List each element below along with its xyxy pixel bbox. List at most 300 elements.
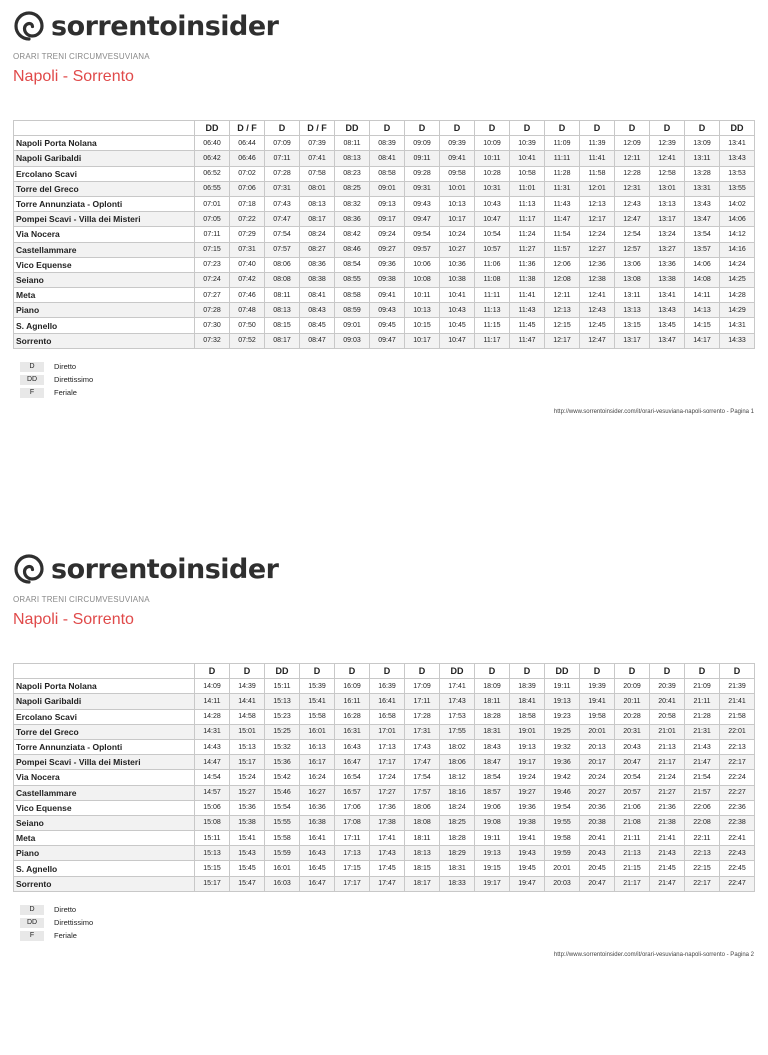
station-name: Sorrento	[14, 876, 195, 891]
departure-time: 11:06	[475, 257, 510, 272]
departure-time: 08:23	[335, 166, 370, 181]
departure-time: 09:31	[405, 181, 440, 196]
page-footer[interactable]: http://www.sorrentoinsider.com/it/orari-vesuviana-napoli-sorrento - Pagina 2	[553, 952, 754, 958]
departure-time: 11:28	[545, 166, 580, 181]
departure-time: 12:58	[650, 166, 685, 181]
departure-time: 20:41	[650, 694, 685, 709]
departure-time: 12:13	[580, 196, 615, 211]
table-row	[14, 876, 755, 891]
train-type-header: DD	[335, 121, 370, 136]
departure-time: 19:13	[475, 846, 510, 861]
departure-time: 11:13	[475, 303, 510, 318]
departure-time: 10:54	[475, 227, 510, 242]
table-row	[14, 800, 755, 815]
station-name: Sorrento	[14, 333, 195, 348]
departure-time: 15:43	[230, 846, 265, 861]
departure-time: 15:32	[265, 739, 300, 754]
station-name: Vico Equense	[14, 257, 195, 272]
departure-time: 07:23	[195, 257, 230, 272]
departure-time: 15:06	[195, 800, 230, 815]
departure-time: 19:41	[510, 831, 545, 846]
departure-time: 09:43	[405, 196, 440, 211]
departure-time: 08:27	[300, 242, 335, 257]
legend-item	[20, 916, 93, 929]
departure-time: 14:17	[685, 333, 720, 348]
departure-time: 13:43	[650, 303, 685, 318]
departure-time: 16:58	[370, 709, 405, 724]
departure-time: 17:53	[440, 709, 475, 724]
departure-time: 07:11	[265, 151, 300, 166]
departure-time: 10:27	[440, 242, 475, 257]
departure-time: 18:31	[475, 724, 510, 739]
legend-code: F	[20, 388, 44, 398]
departure-time: 19:39	[580, 679, 615, 694]
train-type-header: D	[440, 121, 475, 136]
legend-label: Feriale	[54, 388, 77, 397]
departure-time: 16:01	[300, 724, 335, 739]
departure-time: 12:28	[615, 166, 650, 181]
station-name: Ercolano Scavi	[14, 709, 195, 724]
departure-time: 14:28	[720, 288, 755, 303]
departure-time: 10:47	[440, 333, 475, 348]
departure-time: 12:13	[545, 303, 580, 318]
departure-time: 19:41	[580, 694, 615, 709]
table-row	[14, 272, 755, 287]
departure-time: 17:43	[405, 739, 440, 754]
table-row	[14, 242, 755, 257]
departure-time: 18:11	[405, 831, 440, 846]
departure-time: 11:36	[510, 257, 545, 272]
departure-time: 17:41	[370, 831, 405, 846]
table-row	[14, 303, 755, 318]
departure-time: 17:13	[335, 846, 370, 861]
departure-time: 15:27	[230, 785, 265, 800]
departure-time: 11:45	[510, 318, 545, 333]
departure-time: 12:47	[615, 212, 650, 227]
departure-time: 20:36	[580, 800, 615, 815]
departure-time: 10:24	[440, 227, 475, 242]
departure-time: 19:47	[510, 876, 545, 891]
departure-time: 17:17	[335, 876, 370, 891]
departure-time: 14:12	[720, 227, 755, 242]
departure-time: 19:42	[545, 770, 580, 785]
departure-time: 21:47	[650, 876, 685, 891]
departure-time: 20:41	[580, 831, 615, 846]
departure-time: 15:45	[230, 861, 265, 876]
departure-time: 09:39	[440, 136, 475, 151]
departure-time: 19:36	[510, 800, 545, 815]
departure-time: 16:28	[335, 709, 370, 724]
train-type-header: D	[580, 121, 615, 136]
legend-item	[20, 360, 93, 373]
departure-time: 06:46	[230, 151, 265, 166]
departure-time: 14:33	[720, 333, 755, 348]
departure-time: 22:17	[685, 876, 720, 891]
departure-time: 20:43	[615, 739, 650, 754]
departure-time: 08:13	[265, 303, 300, 318]
table-row	[14, 815, 755, 830]
header-corner	[14, 121, 195, 136]
departure-time: 21:31	[685, 724, 720, 739]
departure-time: 19:11	[545, 679, 580, 694]
departure-time: 08:41	[370, 151, 405, 166]
departure-time: 13:41	[650, 288, 685, 303]
page-footer[interactable]: http://www.sorrentoinsider.com/it/orari-vesuviana-napoli-sorrento - Pagina 1	[553, 409, 754, 415]
train-type-header: D	[510, 664, 545, 679]
departure-time: 12:11	[615, 151, 650, 166]
departure-time: 18:58	[510, 709, 545, 724]
departure-time: 07:05	[195, 212, 230, 227]
train-type-header: D	[405, 121, 440, 136]
departure-time: 20:01	[580, 724, 615, 739]
departure-time: 16:45	[300, 861, 335, 876]
departure-time: 16:13	[300, 739, 335, 754]
departure-time: 14:02	[720, 196, 755, 211]
departure-time: 17:55	[440, 724, 475, 739]
departure-time: 20:24	[580, 770, 615, 785]
legend-label: Direttissimo	[54, 375, 94, 384]
departure-time: 09:41	[370, 288, 405, 303]
departure-time: 15:11	[265, 679, 300, 694]
departure-time: 09:09	[405, 136, 440, 151]
departure-time: 20:28	[615, 709, 650, 724]
table-row	[14, 181, 755, 196]
station-name: Pompei Scavi - Villa dei Misteri	[14, 755, 195, 770]
departure-time: 19:55	[545, 815, 580, 830]
station-name: Ercolano Scavi	[14, 166, 195, 181]
train-type-header: D	[615, 121, 650, 136]
departure-time: 21:13	[615, 846, 650, 861]
departure-time: 15:15	[195, 861, 230, 876]
departure-time: 19:59	[545, 846, 580, 861]
table-row	[14, 724, 755, 739]
departure-time: 21:11	[615, 831, 650, 846]
departure-time: 15:08	[195, 815, 230, 830]
departure-time: 06:44	[230, 136, 265, 151]
station-name: Piano	[14, 846, 195, 861]
table-row	[14, 318, 755, 333]
departure-time: 14:09	[195, 679, 230, 694]
departure-time: 21:13	[650, 739, 685, 754]
departure-time: 21:41	[650, 831, 685, 846]
departure-time: 19:58	[580, 709, 615, 724]
departure-time: 09:36	[370, 257, 405, 272]
departure-time: 19:38	[510, 815, 545, 830]
departure-time: 18:09	[475, 679, 510, 694]
train-type-header: DD	[265, 664, 300, 679]
departure-time: 16:31	[335, 724, 370, 739]
departure-time: 19:13	[510, 739, 545, 754]
departure-time: 12:47	[580, 333, 615, 348]
departure-time: 15:41	[300, 694, 335, 709]
departure-time: 08:15	[265, 318, 300, 333]
departure-time: 08:11	[265, 288, 300, 303]
table-row	[14, 196, 755, 211]
departure-time: 07:09	[265, 136, 300, 151]
departure-time: 16:38	[300, 815, 335, 830]
departure-time: 16:36	[300, 800, 335, 815]
table-row	[14, 333, 755, 348]
departure-time: 17:27	[370, 785, 405, 800]
departure-time: 08:58	[335, 288, 370, 303]
departure-time: 10:13	[405, 303, 440, 318]
departure-time: 16:57	[335, 785, 370, 800]
departure-time: 21:57	[685, 785, 720, 800]
departure-time: 21:17	[650, 755, 685, 770]
departure-time: 22:27	[720, 785, 755, 800]
train-type-header: D / F	[300, 121, 335, 136]
page-title: Napoli - Sorrento	[13, 611, 134, 628]
departure-time: 10:11	[405, 288, 440, 303]
departure-time: 18:25	[440, 815, 475, 830]
departure-time: 21:41	[720, 694, 755, 709]
departure-time: 18:39	[510, 679, 545, 694]
departure-time: 08:08	[265, 272, 300, 287]
departure-time: 18:41	[510, 694, 545, 709]
departure-time: 18:08	[405, 815, 440, 830]
departure-time: 07:54	[265, 227, 300, 242]
departure-time: 16:03	[265, 876, 300, 891]
departure-time: 18:13	[405, 846, 440, 861]
departure-time: 14:25	[720, 272, 755, 287]
departure-time: 16:39	[370, 679, 405, 694]
station-name: Seiano	[14, 272, 195, 287]
legend-item	[20, 373, 93, 386]
departure-time: 07:50	[230, 318, 265, 333]
departure-time: 18:47	[475, 755, 510, 770]
departure-time: 08:06	[265, 257, 300, 272]
departure-time: 18:24	[440, 800, 475, 815]
train-type-header: D	[265, 121, 300, 136]
departure-time: 22:24	[720, 770, 755, 785]
departure-time: 11:13	[510, 196, 545, 211]
page-subtitle: ORARI TRENI CIRCUMVESUVIANA	[13, 52, 150, 61]
departure-time: 20:31	[615, 724, 650, 739]
departure-time: 14:43	[195, 739, 230, 754]
departure-time: 11:11	[475, 288, 510, 303]
station-name: Meta	[14, 288, 195, 303]
departure-time: 16:09	[335, 679, 370, 694]
departure-time: 20:47	[615, 755, 650, 770]
departure-time: 21:43	[685, 739, 720, 754]
departure-time: 07:40	[230, 257, 265, 272]
departure-time: 11:54	[545, 227, 580, 242]
departure-time: 19:58	[545, 831, 580, 846]
departure-time: 19:17	[510, 755, 545, 770]
station-name: Napoli Garibaldi	[14, 694, 195, 709]
departure-time: 17:13	[370, 739, 405, 754]
legend-code: DD	[20, 375, 44, 385]
departure-time: 11:15	[475, 318, 510, 333]
departure-time: 07:46	[230, 288, 265, 303]
logo[interactable]	[13, 553, 279, 585]
departure-time: 22:36	[720, 800, 755, 815]
departure-time: 10:11	[475, 151, 510, 166]
timetable	[13, 663, 755, 892]
departure-time: 19:36	[545, 755, 580, 770]
departure-time: 21:08	[615, 815, 650, 830]
departure-time: 13:11	[615, 288, 650, 303]
departure-time: 19:06	[475, 800, 510, 815]
train-type-header: D	[580, 664, 615, 679]
departure-time: 22:38	[720, 815, 755, 830]
departure-time: 15:41	[230, 831, 265, 846]
table-row	[14, 755, 755, 770]
departure-time: 08:54	[335, 257, 370, 272]
spiral-logo-icon	[13, 553, 45, 585]
train-type-header: D	[685, 121, 720, 136]
departure-time: 07:27	[195, 288, 230, 303]
departure-time: 19:24	[510, 770, 545, 785]
departure-time: 14:08	[685, 272, 720, 287]
departure-time: 20:03	[545, 876, 580, 891]
departure-time: 22:47	[720, 876, 755, 891]
train-type-header: D	[195, 664, 230, 679]
departure-time: 15:11	[195, 831, 230, 846]
departure-time: 08:46	[335, 242, 370, 257]
departure-time: 14:06	[720, 212, 755, 227]
departure-time: 19:08	[475, 815, 510, 830]
departure-time: 10:47	[475, 212, 510, 227]
station-name: Napoli Porta Nolana	[14, 136, 195, 151]
header-corner	[14, 664, 195, 679]
departure-time: 12:41	[580, 288, 615, 303]
departure-time: 08:38	[300, 272, 335, 287]
departure-time: 20:11	[615, 694, 650, 709]
departure-time: 08:11	[335, 136, 370, 151]
departure-time: 09:58	[440, 166, 475, 181]
departure-time: 20:58	[650, 709, 685, 724]
legend-code: F	[20, 931, 44, 941]
train-type-header: D	[405, 664, 440, 679]
departure-time: 19:32	[545, 739, 580, 754]
departure-time: 08:42	[335, 227, 370, 242]
departure-time: 15:23	[265, 709, 300, 724]
departure-time: 21:27	[650, 785, 685, 800]
departure-time: 10:01	[440, 181, 475, 196]
departure-time: 12:38	[580, 272, 615, 287]
departure-time: 11:24	[510, 227, 545, 242]
departure-time: 08:36	[335, 212, 370, 227]
departure-time: 09:38	[370, 272, 405, 287]
departure-time: 20:39	[650, 679, 685, 694]
departure-time: 20:38	[580, 815, 615, 830]
departure-time: 12:57	[615, 242, 650, 257]
departure-time: 07:42	[230, 272, 265, 287]
departure-time: 11:01	[510, 181, 545, 196]
spiral-logo-icon	[13, 10, 45, 42]
train-type-header: D	[510, 121, 545, 136]
departure-time: 14:39	[230, 679, 265, 694]
departure-time: 14:28	[195, 709, 230, 724]
train-type-header: DD	[440, 664, 475, 679]
departure-time: 10:31	[475, 181, 510, 196]
departure-time: 21:28	[685, 709, 720, 724]
legend	[20, 360, 93, 399]
departure-time: 07:30	[195, 318, 230, 333]
departure-time: 22:45	[720, 861, 755, 876]
departure-time: 14:54	[195, 770, 230, 785]
departure-time: 21:24	[650, 770, 685, 785]
departure-time: 11:11	[545, 151, 580, 166]
logo[interactable]	[13, 10, 279, 42]
train-type-header: D	[475, 664, 510, 679]
table-row	[14, 166, 755, 181]
departure-time: 18:15	[405, 861, 440, 876]
departure-time: 20:27	[580, 785, 615, 800]
departure-time: 21:38	[650, 815, 685, 830]
departure-time: 14:31	[720, 318, 755, 333]
departure-time: 11:38	[510, 272, 545, 287]
departure-time: 12:41	[650, 151, 685, 166]
departure-time: 15:13	[265, 694, 300, 709]
departure-time: 13:43	[720, 151, 755, 166]
table-row	[14, 861, 755, 876]
departure-time: 08:32	[335, 196, 370, 211]
train-type-header: D	[475, 121, 510, 136]
departure-time: 16:01	[265, 861, 300, 876]
table-row	[14, 846, 755, 861]
page-subtitle: ORARI TRENI CIRCUMVESUVIANA	[13, 595, 150, 604]
departure-time: 12:39	[650, 136, 685, 151]
departure-time: 12:15	[545, 318, 580, 333]
departure-time: 12:17	[545, 333, 580, 348]
departure-time: 21:39	[720, 679, 755, 694]
departure-time: 12:11	[545, 288, 580, 303]
departure-time: 20:09	[615, 679, 650, 694]
departure-time: 14:58	[230, 709, 265, 724]
train-type-header: DD	[195, 121, 230, 136]
departure-time: 08:13	[300, 196, 335, 211]
departure-time: 13:15	[615, 318, 650, 333]
departure-time: 17:06	[335, 800, 370, 815]
departure-time: 22:13	[685, 846, 720, 861]
departure-time: 14:31	[195, 724, 230, 739]
departure-time: 13:38	[650, 272, 685, 287]
departure-time: 07:15	[195, 242, 230, 257]
departure-time: 16:43	[300, 846, 335, 861]
departure-time: 10:09	[475, 136, 510, 151]
departure-time: 13:06	[615, 257, 650, 272]
departure-time: 07:28	[195, 303, 230, 318]
departure-time: 13:47	[685, 212, 720, 227]
departure-time: 15:01	[230, 724, 265, 739]
legend-label: Feriale	[54, 931, 77, 940]
departure-time: 13:31	[685, 181, 720, 196]
departure-time: 15:25	[265, 724, 300, 739]
departure-time: 17:47	[405, 755, 440, 770]
departure-time: 18:28	[440, 831, 475, 846]
header-row	[14, 664, 755, 679]
train-type-header: D	[370, 664, 405, 679]
departure-time: 12:24	[580, 227, 615, 242]
departure-time: 22:06	[685, 800, 720, 815]
departure-time: 10:39	[510, 136, 545, 151]
departure-time: 18:33	[440, 876, 475, 891]
departure-time: 14:13	[685, 303, 720, 318]
departure-time: 07:31	[230, 242, 265, 257]
station-name: Castellammare	[14, 785, 195, 800]
departure-time: 14:06	[685, 257, 720, 272]
table-row	[14, 709, 755, 724]
departure-time: 15:13	[195, 846, 230, 861]
departure-time: 21:17	[615, 876, 650, 891]
table-row	[14, 770, 755, 785]
departure-time: 12:54	[615, 227, 650, 242]
departure-time: 15:58	[300, 709, 335, 724]
departure-time: 12:43	[615, 196, 650, 211]
train-type-header: D	[370, 121, 405, 136]
